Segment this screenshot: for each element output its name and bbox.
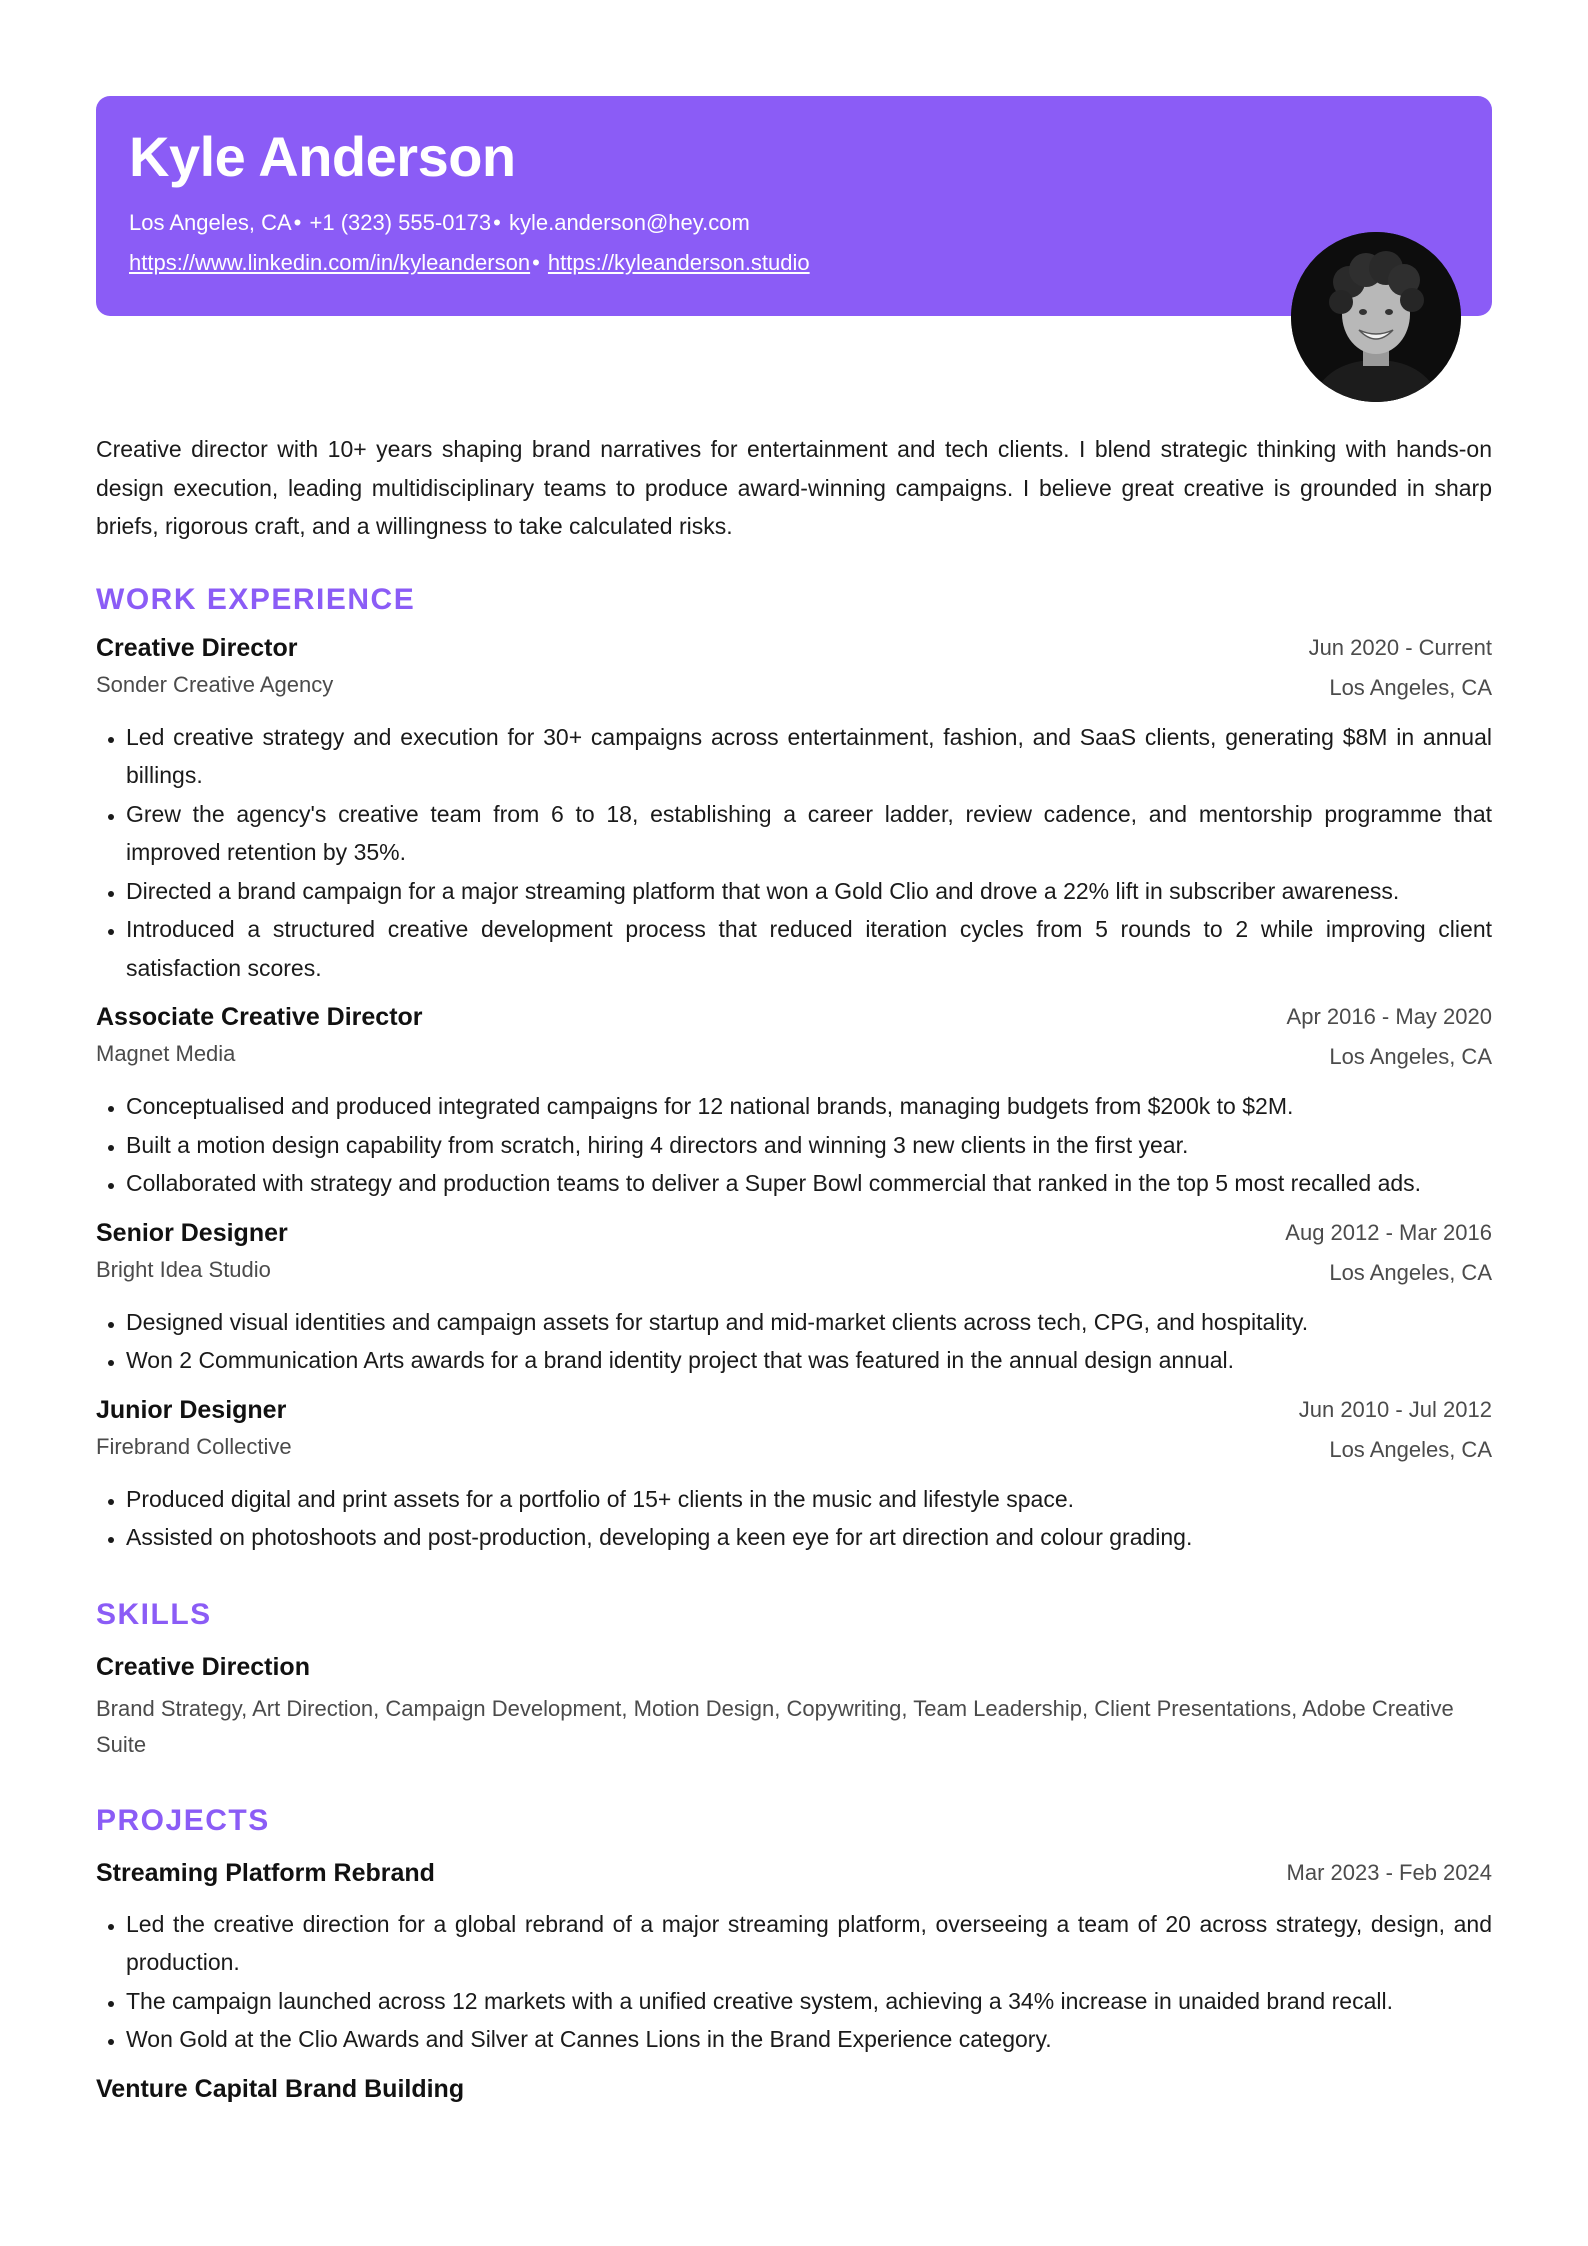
website-link[interactable]: https://kyleanderson.studio — [547, 250, 810, 275]
job-dates: Aug 2012 - Mar 2016 — [1285, 1219, 1492, 1245]
bullet-item: • Introduced a structured creative development process that reduced iteration cycles from 5 rounds to 2 while improving client satisfaction scores. — [126, 910, 1492, 987]
job-bullets — [96, 1303, 1492, 1380]
job-location: Los Angeles, CA — [1329, 1436, 1492, 1462]
work-experience-heading: WORK EXPERIENCE — [96, 582, 416, 616]
skill-category: Creative Direction — [96, 1652, 310, 1681]
bullet-item: • Led creative strategy and execution for 30+ campaigns across entertainment, fashion, and SaaS clients, generating $8M in annual billings. — [126, 718, 1492, 795]
portrait-image — [1291, 232, 1461, 402]
contact-line — [129, 209, 750, 237]
project-name: Streaming Platform Rebrand — [96, 1858, 435, 1887]
profile-photo — [1291, 232, 1461, 402]
job-bullets — [96, 1480, 1492, 1557]
job-entry — [96, 1001, 1492, 1203]
job-entry — [96, 1394, 1492, 1557]
job-dates: Jun 2020 - Current — [1308, 634, 1492, 660]
separator: • — [532, 250, 540, 275]
project-name-partial: Venture Capital Brand Building — [96, 2074, 465, 2103]
project-bullets — [96, 1905, 1492, 2059]
links-line — [129, 249, 810, 277]
company-name: Firebrand Collective — [96, 1433, 292, 1459]
header-banner — [96, 96, 1492, 316]
job-bullets — [96, 1087, 1492, 1203]
bullet-item: • The campaign launched across 12 markets with a unified creative system, achieving a 34% increase in unaided brand recall. — [126, 1982, 1492, 2021]
job-dates: Jun 2010 - Jul 2012 — [1298, 1396, 1492, 1422]
job-location: Los Angeles, CA — [1329, 674, 1492, 700]
bullet-item: • Won Gold at the Clio Awards and Silver at Cannes Lions in the Brand Experience category. — [126, 2020, 1492, 2059]
skills-heading: SKILLS — [96, 1597, 212, 1631]
job-title: Associate Creative Director — [96, 1003, 423, 1031]
bullet-item: • Conceptualised and produced integrated campaigns for 12 national brands, managing budgets from $200k to $2M. — [126, 1087, 1492, 1126]
job-dates: Apr 2016 - May 2020 — [1286, 1004, 1492, 1029]
resume-body — [96, 430, 1492, 2105]
bullet-item: • Won 2 Communication Arts awards for a brand identity project that was featured in the annual design annual. — [126, 1341, 1492, 1380]
job-location: Los Angeles, CA — [1329, 1259, 1492, 1285]
job-title: Creative Director — [96, 633, 298, 662]
bullet-item: • Assisted on photoshoots and post-production, developing a keen eye for art direction and colour grading. — [126, 1518, 1492, 1557]
project-entry — [96, 1857, 1492, 2059]
job-title: Senior Designer — [96, 1218, 288, 1247]
job-location: Los Angeles, CA — [1329, 1044, 1492, 1069]
bullet-item: • Produced digital and print assets for a portfolio of 15+ clients in the music and lifestyle space. — [126, 1480, 1492, 1519]
company-name: Bright Idea Studio — [96, 1256, 271, 1282]
phone-text: +1 (323) 555-0173 — [309, 210, 492, 235]
linkedin-link[interactable]: https://www.linkedin.com/in/kyleanderson — [129, 250, 531, 275]
bullet-item: • Directed a brand campaign for a major streaming platform that won a Gold Clio and drove a 22% lift in subscriber awareness. — [126, 872, 1492, 911]
job-entry — [96, 632, 1492, 988]
bullet-item: • Grew the agency's creative team from 6 to 18, establishing a career ladder, review cadence, and mentorship programme that improved retention by 35%. — [126, 795, 1492, 872]
project-dates: Mar 2023 - Feb 2024 — [1286, 1859, 1492, 1885]
bullet-item: • Led the creative direction for a global rebrand of a major streaming platform, overseeing a team of 20 across strategy, design, and production. — [126, 1905, 1492, 1982]
skill-list: Brand Strategy, Art Direction, Campaign Development, Motion Design, Copywriting, Team Leadership, Client Presentations, Adobe Creative Suite — [96, 1695, 1454, 1757]
projects-heading: PROJECTS — [96, 1803, 270, 1837]
job-entry — [96, 1217, 1492, 1380]
candidate-name: Kyle Anderson — [129, 125, 516, 188]
company-name: Magnet Media — [96, 1041, 236, 1066]
company-name: Sonder Creative Agency — [96, 671, 334, 697]
summary-paragraph: Creative director with 10+ years shaping brand narratives for entertainment and tech clients. I blend strategic thinking with hands-on design execution, leading multidisciplinary teams to produce award-winning campaigns. I believe great creative is grounded in sharp briefs, rigorous craft, and a willingness to take calculated risks. — [96, 436, 1492, 539]
email-text: kyle.anderson@hey.com — [508, 210, 750, 235]
bullet-item: • Designed visual identities and campaign assets for startup and mid-market clients across tech, CPG, and hospitality. — [126, 1303, 1492, 1342]
bullet-item: • Built a motion design capability from scratch, hiring 4 directors and winning 3 new clients in the first year. — [126, 1126, 1492, 1165]
bullet-item: • Collaborated with strategy and production teams to deliver a Super Bowl commercial that ranked in the top 5 most recalled ads. — [126, 1164, 1492, 1203]
job-bullets — [96, 718, 1492, 988]
separator: • — [293, 210, 302, 235]
job-title: Junior Designer — [96, 1395, 287, 1424]
location-text: Los Angeles, CA — [129, 210, 292, 235]
separator: • — [493, 210, 501, 235]
